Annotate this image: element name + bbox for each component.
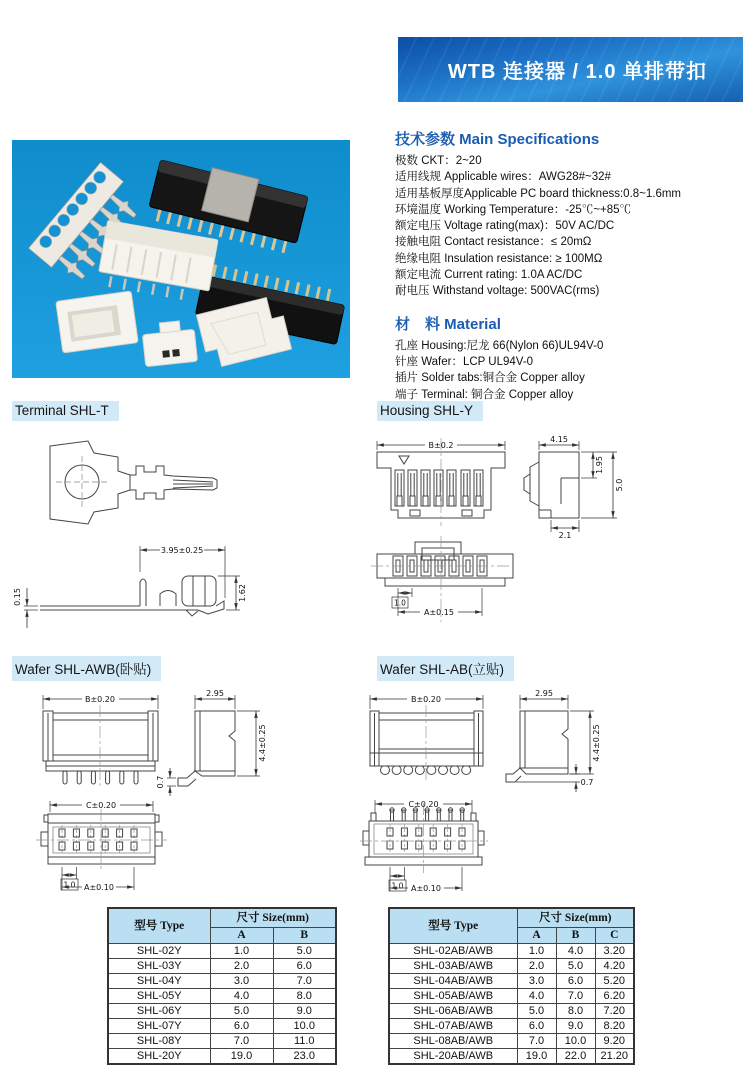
table-row bbox=[108, 1019, 336, 1034]
size-cell: 9.0 bbox=[273, 1004, 336, 1019]
dim-awb-width-b: B±0.20 bbox=[84, 695, 116, 704]
wafer-awb-drawing bbox=[10, 683, 355, 905]
type-cell: SHL-07AB/AWB bbox=[389, 1019, 517, 1034]
type-cell: SHL-03Y bbox=[108, 959, 210, 974]
dim-ab-width-b: B±0.20 bbox=[410, 695, 442, 704]
dim-ab-tab: 0.7 bbox=[580, 778, 594, 787]
size-cell: 19.0 bbox=[210, 1049, 273, 1065]
size-cell: 6.0 bbox=[273, 959, 336, 974]
material-line: 插片 Solder tabs:铜合金 Copper alloy bbox=[395, 372, 585, 385]
dim-housing-inner-height: 1.95 bbox=[595, 456, 604, 474]
size-table-housing bbox=[107, 907, 337, 1065]
spec-line: 耐电压 Withstand voltage: 500VAC(rms) bbox=[395, 285, 600, 298]
size-cell: 5.0 bbox=[517, 1004, 556, 1019]
size-cell: 6.0 bbox=[210, 1019, 273, 1034]
col-header-size: 尺寸 Size(mm) bbox=[210, 908, 336, 928]
product-photo-image bbox=[12, 140, 350, 378]
size-cell: 3.20 bbox=[595, 944, 634, 959]
type-cell: SHL-04Y bbox=[108, 974, 210, 989]
table-row bbox=[389, 989, 634, 1004]
dim-housing-span-a: A±0.15 bbox=[424, 608, 454, 617]
spec-line: 绝缘电阻 Insulation resistance: ≥ 100MΩ bbox=[395, 252, 603, 265]
size-cell: 1.0 bbox=[517, 944, 556, 959]
size-cell: 21.20 bbox=[595, 1049, 634, 1065]
size-cell: 4.20 bbox=[595, 959, 634, 974]
size-cell: 2.0 bbox=[210, 959, 273, 974]
spec-line: 极数 CKT：2~20 bbox=[395, 155, 482, 167]
dim-terminal-height: 1.62 bbox=[238, 584, 247, 602]
size-cell: 3.0 bbox=[210, 974, 273, 989]
dim-housing-bottom-width: 2.1 bbox=[558, 531, 572, 540]
size-cell: 5.20 bbox=[595, 974, 634, 989]
table-row bbox=[389, 974, 634, 989]
type-cell: SHL-06Y bbox=[108, 1004, 210, 1019]
table-row bbox=[108, 944, 336, 959]
page-title: WTB 连接器 / 1.0 单排带扣 bbox=[447, 61, 707, 83]
table-row bbox=[389, 1034, 634, 1049]
type-cell: SHL-02AB/AWB bbox=[389, 944, 517, 959]
dim-ab-width-c: C±0.20 bbox=[408, 800, 439, 809]
size-cell: 7.0 bbox=[517, 1034, 556, 1049]
type-cell: SHL-02Y bbox=[108, 944, 210, 959]
spec-line: 环境温度 Working Temperature：-25℃~+85℃ bbox=[395, 203, 632, 216]
dim-awb-span-a: A±0.10 bbox=[84, 883, 114, 892]
table-row bbox=[108, 974, 336, 989]
terminal-drawing bbox=[10, 430, 260, 647]
table-row bbox=[108, 959, 336, 974]
dim-housing-depth: 4.15 bbox=[550, 435, 568, 444]
dim-terminal-length: 3.95±0.25 bbox=[160, 546, 204, 555]
size-cell: 19.0 bbox=[517, 1049, 556, 1065]
info-column bbox=[395, 128, 740, 403]
specs-heading: 技术参数 Main Specifications bbox=[395, 131, 600, 148]
dim-ab-span-a: A±0.10 bbox=[411, 884, 441, 893]
size-cell: 2.0 bbox=[517, 959, 556, 974]
size-cell: 8.0 bbox=[556, 1004, 595, 1019]
type-cell: SHL-03AB/AWB bbox=[389, 959, 517, 974]
size-cell: 10.0 bbox=[556, 1034, 595, 1049]
spec-line: 额定电压 Voltage rating(max)：50V AC/DC bbox=[395, 220, 615, 233]
product-photo bbox=[12, 140, 350, 378]
table-row bbox=[108, 1049, 336, 1065]
table-row bbox=[389, 959, 634, 974]
table-row bbox=[108, 1034, 336, 1049]
spec-line: 适用线规 Applicable wires：AWG28#~32# bbox=[395, 171, 611, 184]
size-cell: 10.0 bbox=[273, 1019, 336, 1034]
size-cell: 7.0 bbox=[273, 974, 336, 989]
dim-housing-width-b: B±0.2 bbox=[428, 441, 454, 450]
size-cell: 4.0 bbox=[517, 989, 556, 1004]
size-cell: 7.0 bbox=[210, 1034, 273, 1049]
material-line: 孔座 Housing:尼龙 66(Nylon 66)UL94V-0 bbox=[395, 339, 604, 352]
col-header-b: B bbox=[273, 928, 336, 944]
size-cell: 5.0 bbox=[210, 1004, 273, 1019]
size-cell: 22.0 bbox=[556, 1049, 595, 1065]
table-row bbox=[389, 1004, 634, 1019]
header-banner bbox=[398, 37, 743, 102]
type-cell: SHL-20Y bbox=[108, 1049, 210, 1065]
type-cell: SHL-04AB/AWB bbox=[389, 974, 517, 989]
dim-ab-height: 4.4±0.25 bbox=[592, 724, 601, 762]
material-line: 针座 Wafer：LCP UL94V-0 bbox=[395, 355, 534, 368]
col-header-a: A bbox=[210, 928, 273, 944]
col-header-type: 型号 Type bbox=[108, 908, 210, 944]
housing-drawing bbox=[365, 430, 635, 650]
size-cell: 5.0 bbox=[556, 959, 595, 974]
col-header-c: C bbox=[595, 928, 634, 944]
dim-awb-depth: 2.95 bbox=[206, 689, 224, 698]
table-row bbox=[389, 1049, 634, 1065]
section-title-terminal: Terminal SHL-T bbox=[12, 401, 119, 421]
table-row bbox=[108, 1004, 336, 1019]
col-header-size: 尺寸 Size(mm) bbox=[517, 908, 634, 928]
material-line: 端子 Terminal: 铜合金 Copper alloy bbox=[395, 388, 574, 401]
dim-awb-pitch: 1.0 bbox=[63, 880, 76, 890]
table-row bbox=[389, 1019, 634, 1034]
size-cell: 8.0 bbox=[273, 989, 336, 1004]
size-cell: 6.0 bbox=[556, 974, 595, 989]
type-cell: SHL-08AB/AWB bbox=[389, 1034, 517, 1049]
type-cell: SHL-08Y bbox=[108, 1034, 210, 1049]
size-cell: 6.20 bbox=[595, 989, 634, 1004]
spec-line: 适用基板厚度Applicable PC board thickness:0.8~1.6mm bbox=[395, 187, 682, 200]
dim-ab-pitch: 1.0 bbox=[391, 881, 404, 891]
size-cell: 4.0 bbox=[556, 944, 595, 959]
col-header-a: A bbox=[517, 928, 556, 944]
material-heading: 材 料 Material bbox=[395, 315, 501, 333]
photo-white-housing-left bbox=[56, 291, 138, 353]
size-cell: 5.0 bbox=[273, 944, 336, 959]
dim-housing-height: 5.0 bbox=[615, 478, 624, 492]
size-cell: 8.20 bbox=[595, 1019, 634, 1034]
section-title-wafer-ab: Wafer SHL-AB(立贴) bbox=[377, 656, 514, 681]
col-header-b: B bbox=[556, 928, 595, 944]
size-cell: 9.20 bbox=[595, 1034, 634, 1049]
dim-awb-height: 4.4±0.25 bbox=[258, 724, 267, 762]
size-cell: 4.0 bbox=[210, 989, 273, 1004]
spec-line: 接触电阻 Contact resistance：≤ 20mΩ bbox=[395, 236, 592, 249]
size-table-wafer bbox=[388, 907, 635, 1065]
section-title-housing: Housing SHL-Y bbox=[377, 401, 483, 421]
size-cell: 3.0 bbox=[517, 974, 556, 989]
table-row bbox=[108, 989, 336, 1004]
dim-terminal-thickness: 0.15 bbox=[13, 588, 22, 606]
type-cell: SHL-05AB/AWB bbox=[389, 989, 517, 1004]
dim-awb-width-c: C±0.20 bbox=[85, 801, 117, 810]
spec-line: 额定电流 Current rating: 1.0A AC/DC bbox=[395, 269, 583, 282]
section-title-wafer-awb: Wafer SHL-AWB(卧贴) bbox=[12, 656, 161, 681]
size-cell: 23.0 bbox=[273, 1049, 336, 1065]
type-cell: SHL-05Y bbox=[108, 989, 210, 1004]
table-row bbox=[389, 944, 634, 959]
size-cell: 6.0 bbox=[517, 1019, 556, 1034]
type-cell: SHL-20AB/AWB bbox=[389, 1049, 517, 1065]
dim-housing-pitch: 1.0 bbox=[394, 598, 406, 608]
dim-awb-tab: 0.7 bbox=[156, 775, 165, 789]
wafer-ab-drawing bbox=[360, 683, 705, 905]
size-cell: 9.0 bbox=[556, 1019, 595, 1034]
dim-ab-depth: 2.95 bbox=[535, 689, 553, 698]
size-cell: 1.0 bbox=[210, 944, 273, 959]
size-cell: 11.0 bbox=[273, 1034, 336, 1049]
size-cell: 7.0 bbox=[556, 989, 595, 1004]
col-header-type: 型号 Type bbox=[389, 908, 517, 944]
size-cell: 7.20 bbox=[595, 1004, 634, 1019]
type-cell: SHL-06AB/AWB bbox=[389, 1004, 517, 1019]
type-cell: SHL-07Y bbox=[108, 1019, 210, 1034]
